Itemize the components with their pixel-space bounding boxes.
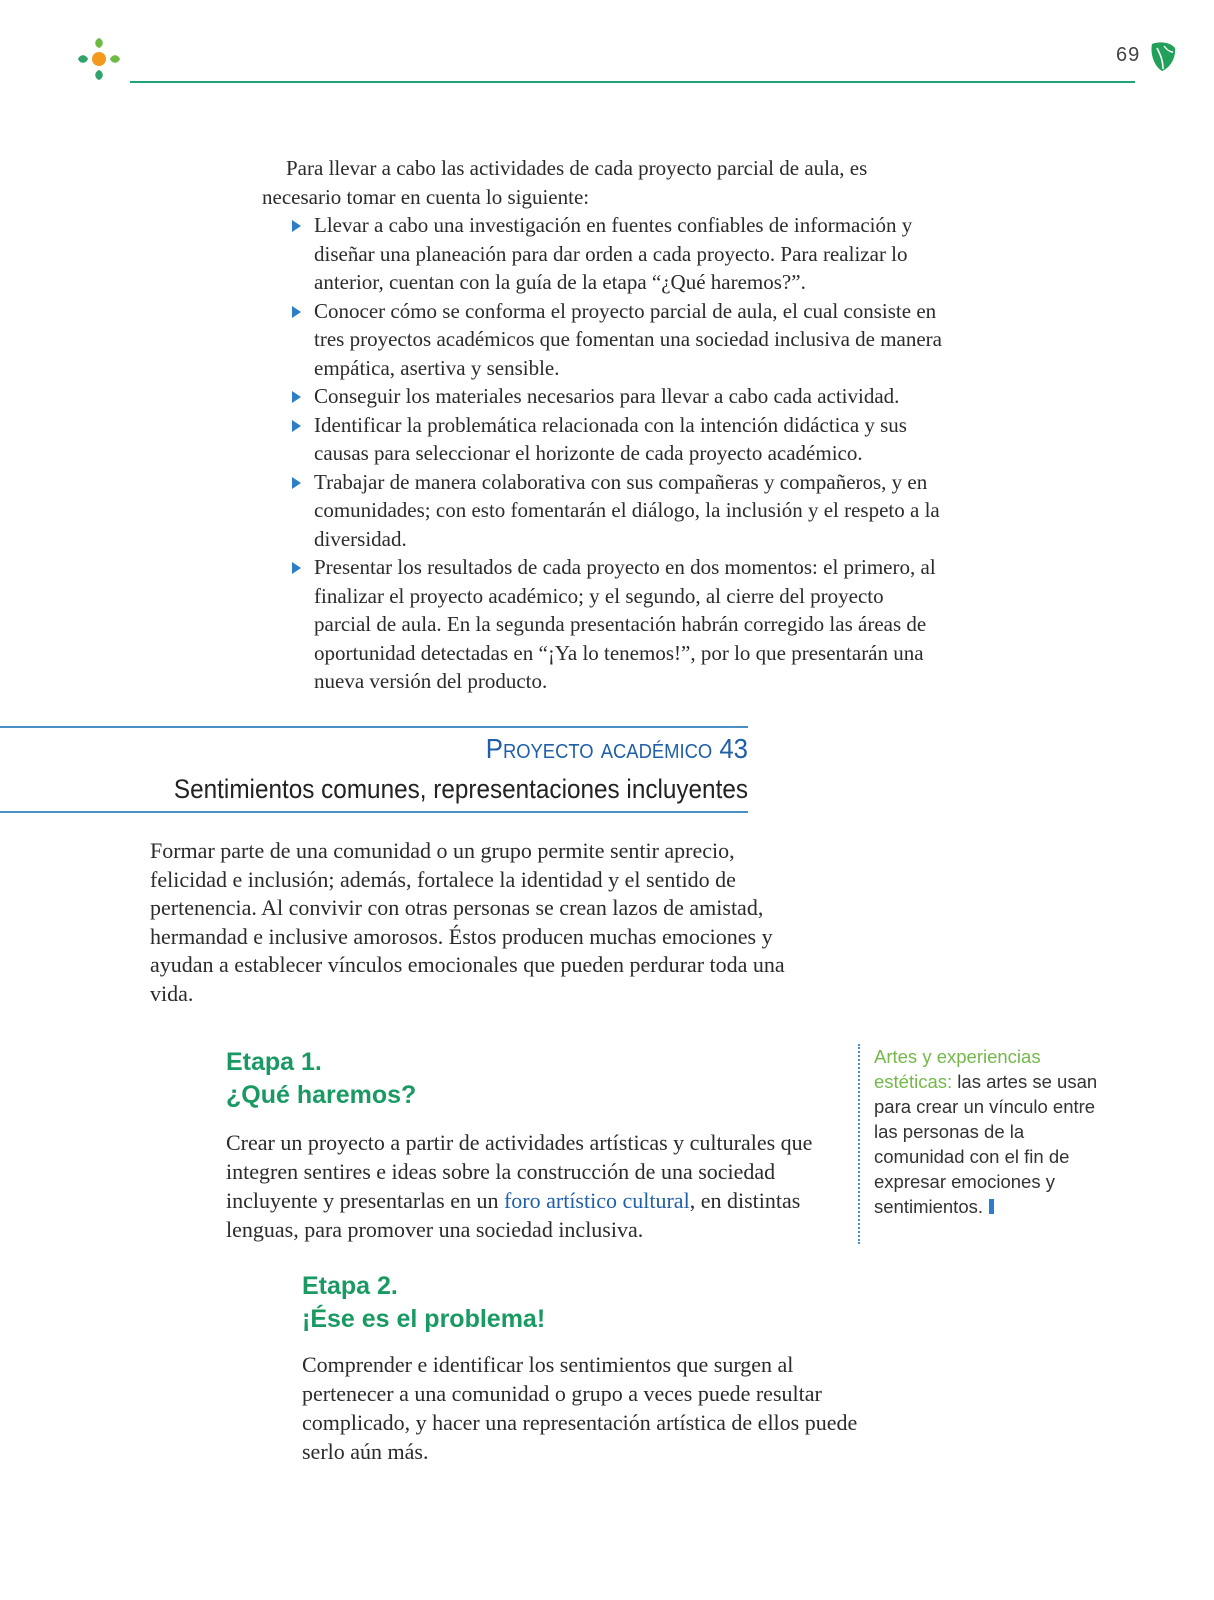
project-intro: Formar parte de una comunidad o un grupo permite sentir aprecio, felicidad e inclusión; además, fortalece la identidad y el sentido de pertenencia. Al convivir con otras personas se crean lazos de amistad, hermandad e inclusive amorosos. Éstos producen muchas emociones y ayudan a establecer vínculos emocionales que pueden perdurar toda una vida. <box>150 838 785 1006</box>
list-item: Llevar a cabo una investigación en fuentes confiables de información y diseñar una planeación para dar orden a cada proyecto. Para realizar lo anterior, cuentan con la guía de la etapa “¿Qué haremos?”. <box>314 211 942 297</box>
glossary-link[interactable]: foro artístico cultural <box>503 1188 690 1213</box>
stage2-question: ¡Ése es el problema! <box>302 1305 546 1333</box>
bullet-triangle-icon <box>292 562 301 574</box>
stage2-text: Comprender e identificar los sentimientos que surgen al pertenecer a una comunidad o grupo a veces puede resultar complicado, y hacer una representación artística de ellos puede serlo aún más. <box>302 1352 858 1464</box>
list-item: Trabajar de manera colaborativa con sus compañeras y compañeros, y en comunidades; con esto fomentarán el diálogo, la inclusión y el respeto a la diversidad. <box>314 468 942 554</box>
stage2-label: Etapa 2. <box>302 1272 398 1300</box>
stage2-heading <box>302 1270 545 1336</box>
banner-rule-top <box>0 726 748 728</box>
stage1-label: Etapa 1. <box>226 1048 322 1076</box>
bullet-triangle-icon <box>292 420 301 432</box>
flower-logo-icon <box>74 34 124 84</box>
list-item: Identificar la problemática relacionada con la intención didáctica y sus causas para seleccionar el horizonte de cada proyecto académico. <box>314 411 942 468</box>
page-number: 69 <box>1116 44 1141 66</box>
header-rule <box>130 81 1135 83</box>
stage1-heading <box>226 1046 416 1112</box>
list-item: Conocer cómo se conforma el proyecto parcial de aula, el cual consiste en tres proyectos académicos que fomentan una sociedad inclusiva de manera empática, asertiva y sensible. <box>314 297 942 383</box>
intro-lead: Para llevar a cabo las actividades de cada proyecto parcial de aula, es necesario tomar en cuenta lo siguiente: <box>262 156 868 209</box>
bullet-triangle-icon <box>292 391 301 403</box>
bullet-triangle-icon <box>292 306 301 318</box>
glossary-note <box>858 1044 1114 1244</box>
end-mark-icon <box>989 1199 994 1214</box>
glossary-term: Artes y experiencias estéticas: <box>874 1046 1041 1092</box>
list-item: Presentar los resultados de cada proyecto en dos momentos: el primero, al finalizar el proyecto académico; y el segundo, al cierre del proyecto parcial de aula. En la segunda presentación habrán corregido las áreas de oportunidad detectadas en “¡Ya lo tenemos!”, por lo que presentarán una nueva versión del producto. <box>314 553 942 696</box>
requirements-list <box>262 211 942 696</box>
stage1-text: Crear un proyecto a partir de actividades artísticas y culturales que integren sentires e ideas sobre la construcción de una sociedad incluyente y presentarlas en un foro artístico cultural, en distintas lenguas, para promover una sociedad inclusiva. <box>226 1130 813 1242</box>
banner-rule-bottom <box>0 811 748 813</box>
bullet-triangle-icon <box>292 477 301 489</box>
leaf-icon <box>1148 38 1178 74</box>
list-item: Conseguir los materiales necesarios para llevar a cabo cada actividad. <box>314 382 942 411</box>
project-subtitle: Sentimientos comunes, representaciones incluyentes <box>173 774 749 804</box>
stage1-question: ¿Qué haremos? <box>226 1081 417 1109</box>
project-title: Proyecto académico 43 <box>485 733 748 764</box>
glossary-definition: las artes se usan para crear un vínculo entre las personas de la comunidad con el fin de expresar emociones y sentimientos. <box>874 1071 1098 1217</box>
intro-section <box>262 154 942 696</box>
bullet-triangle-icon <box>292 220 301 232</box>
